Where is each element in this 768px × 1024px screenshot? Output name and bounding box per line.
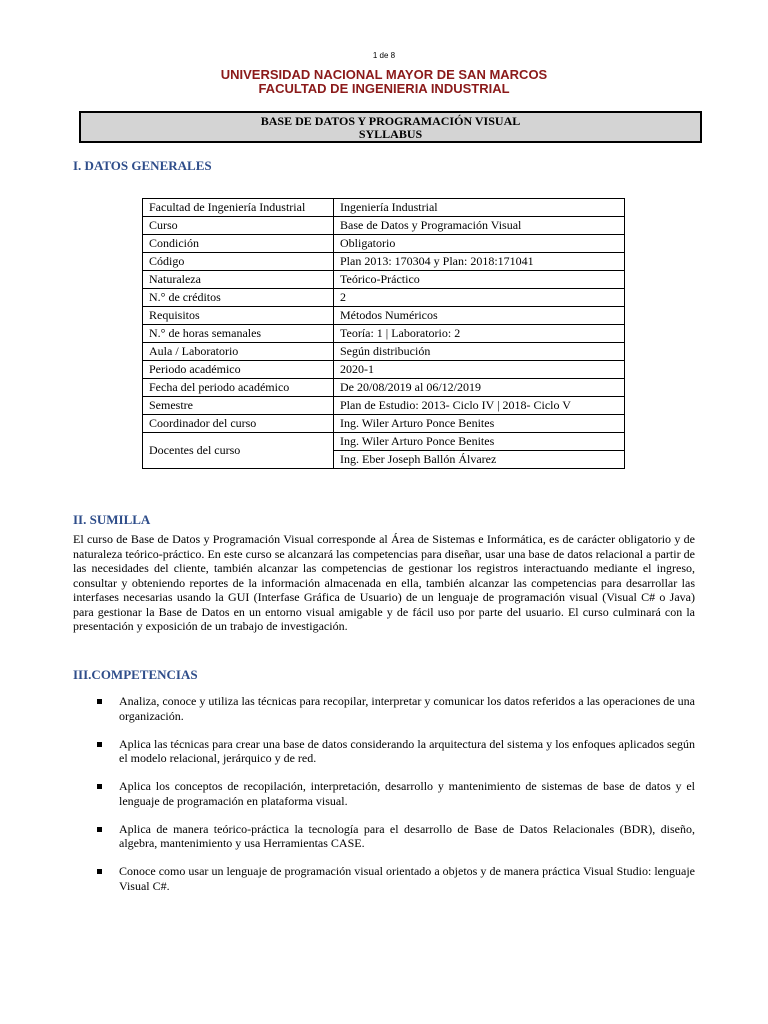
field-value: Teórico-Práctico (334, 271, 625, 289)
field-label: Condición (143, 235, 334, 253)
field-label: Aula / Laboratorio (143, 343, 334, 361)
table-row (143, 307, 625, 325)
list-item (73, 822, 695, 851)
field-value: 2 (334, 289, 625, 307)
competencia-text: Aplica de manera teórico-práctica la tecnología para el desarrollo de Base de Datos Relacionales (BDR), diseño, algebra, mantenimiento y usa Herramientas CASE. (119, 821, 695, 850)
course-title: BASE DE DATOS Y PROGRAMACIÓN VISUAL (260, 114, 521, 128)
table-row (143, 199, 625, 217)
institution-header (0, 68, 768, 96)
square-bullet-icon (97, 869, 102, 874)
field-value: Según distribución (334, 343, 625, 361)
university-name: UNIVERSIDAD NACIONAL MAYOR DE SAN MARCOS (220, 67, 548, 82)
field-value: 2020-1 (334, 361, 625, 379)
competencias-list (73, 694, 695, 907)
list-item (73, 864, 695, 893)
field-value: De 20/08/2019 al 06/12/2019 (334, 379, 625, 397)
field-label: Coordinador del curso (143, 415, 334, 433)
square-bullet-icon (97, 827, 102, 832)
competencia-text: Conoce como usar un lenguaje de programación visual orientado a objetos y de manera práctica Visual Studio: lenguaje Visual C#. (119, 864, 695, 893)
field-value: Plan de Estudio: 2013- Ciclo IV | 2018- Ciclo V (334, 397, 625, 415)
field-value: Obligatorio (334, 235, 625, 253)
competencia-text: Analiza, conoce y utiliza las técnicas para recopilar, interpretar y comunicar los datos referidos a las operaciones de una organización. (119, 694, 695, 723)
field-value: Plan 2013: 170304 y Plan: 2018:171041 (334, 253, 625, 271)
list-item (73, 737, 695, 766)
field-label: Código (143, 253, 334, 271)
document-type: SYLLABUS (358, 127, 423, 141)
list-item (73, 694, 695, 723)
field-value: Ing. Wiler Arturo Ponce Benites (334, 415, 625, 433)
field-value: Métodos Numéricos (334, 307, 625, 325)
table-row (143, 217, 625, 235)
docente-name: Ing. Wiler Arturo Ponce Benites (334, 433, 625, 451)
table-row (143, 289, 625, 307)
field-value: Teoría: 1 | Laboratorio: 2 (334, 325, 625, 343)
square-bullet-icon (97, 784, 102, 789)
page-number: 1 de 8 (372, 51, 396, 60)
sumilla-paragraph: El curso de Base de Datos y Programación Visual corresponde al Área de Sistemas e Informática, es de carácter obligatorio y de naturaleza teórico-práctico. En este curso se alcanzará las competencias para diseñar, usar una base de datos relacional a partir de las necesidades del cliente, también alcanzar las competencias de gestionar los registros interactuando mediante el ingreso, consultar y obteniendo reportes de la información almacenada en ella, también alcanzar las competencias para desarrollar las interfases necesarias usando la GUI (Interfase Gráfica de Usuario) de un lenguaje de programación visual (Visual C# o Java) para gestionar la Base de Datos en un entorno visual amigable y de fácil uso por parte del usuario. El curso culminará con la presentación y exposición de un trabajo de investigación. (73, 532, 695, 633)
field-label: Curso (143, 217, 334, 235)
square-bullet-icon (97, 742, 102, 747)
section-heading-competencias: III.COMPETENCIAS (73, 667, 198, 682)
section-heading-datos-generales: I. DATOS GENERALES (73, 158, 212, 173)
field-label: Fecha del periodo académico (143, 379, 334, 397)
field-value: Ingeniería Industrial (334, 199, 625, 217)
table-row (143, 325, 625, 343)
table-row (143, 361, 625, 379)
field-label: Requisitos (143, 307, 334, 325)
docente-name: Ing. Eber Joseph Ballón Álvarez (334, 451, 625, 469)
section-heading-sumilla: II. SUMILLA (73, 512, 151, 527)
square-bullet-icon (97, 699, 102, 704)
table-row (143, 271, 625, 289)
table-row (143, 433, 625, 451)
field-label: N.° de horas semanales (143, 325, 334, 343)
table-row (143, 235, 625, 253)
table-row (143, 415, 625, 433)
field-label: Semestre (143, 397, 334, 415)
field-label: Docentes del curso (143, 433, 334, 469)
table-row (143, 379, 625, 397)
competencia-text: Aplica las técnicas para crear una base de datos considerando la arquitectura del sistema y los enfoques aplicados según el modelo relacional, jerárquico y de red. (119, 736, 695, 765)
field-label: Facultad de Ingeniería Industrial (143, 199, 334, 217)
field-label: N.° de créditos (143, 289, 334, 307)
table-row (143, 253, 625, 271)
field-label: Naturaleza (143, 271, 334, 289)
table-row (143, 397, 625, 415)
document-title-box (79, 111, 702, 143)
datos-generales-table (142, 198, 625, 469)
field-label: Periodo académico (143, 361, 334, 379)
list-item (73, 779, 695, 808)
field-value: Base de Datos y Programación Visual (334, 217, 625, 235)
faculty-name: FACULTAD DE INGENIERIA INDUSTRIAL (258, 81, 510, 96)
competencia-text: Aplica los conceptos de recopilación, interpretación, desarrollo y mantenimiento de sistemas de base de datos y el lenguaje de programación en plataforma visual. (119, 779, 695, 808)
table-row (143, 343, 625, 361)
